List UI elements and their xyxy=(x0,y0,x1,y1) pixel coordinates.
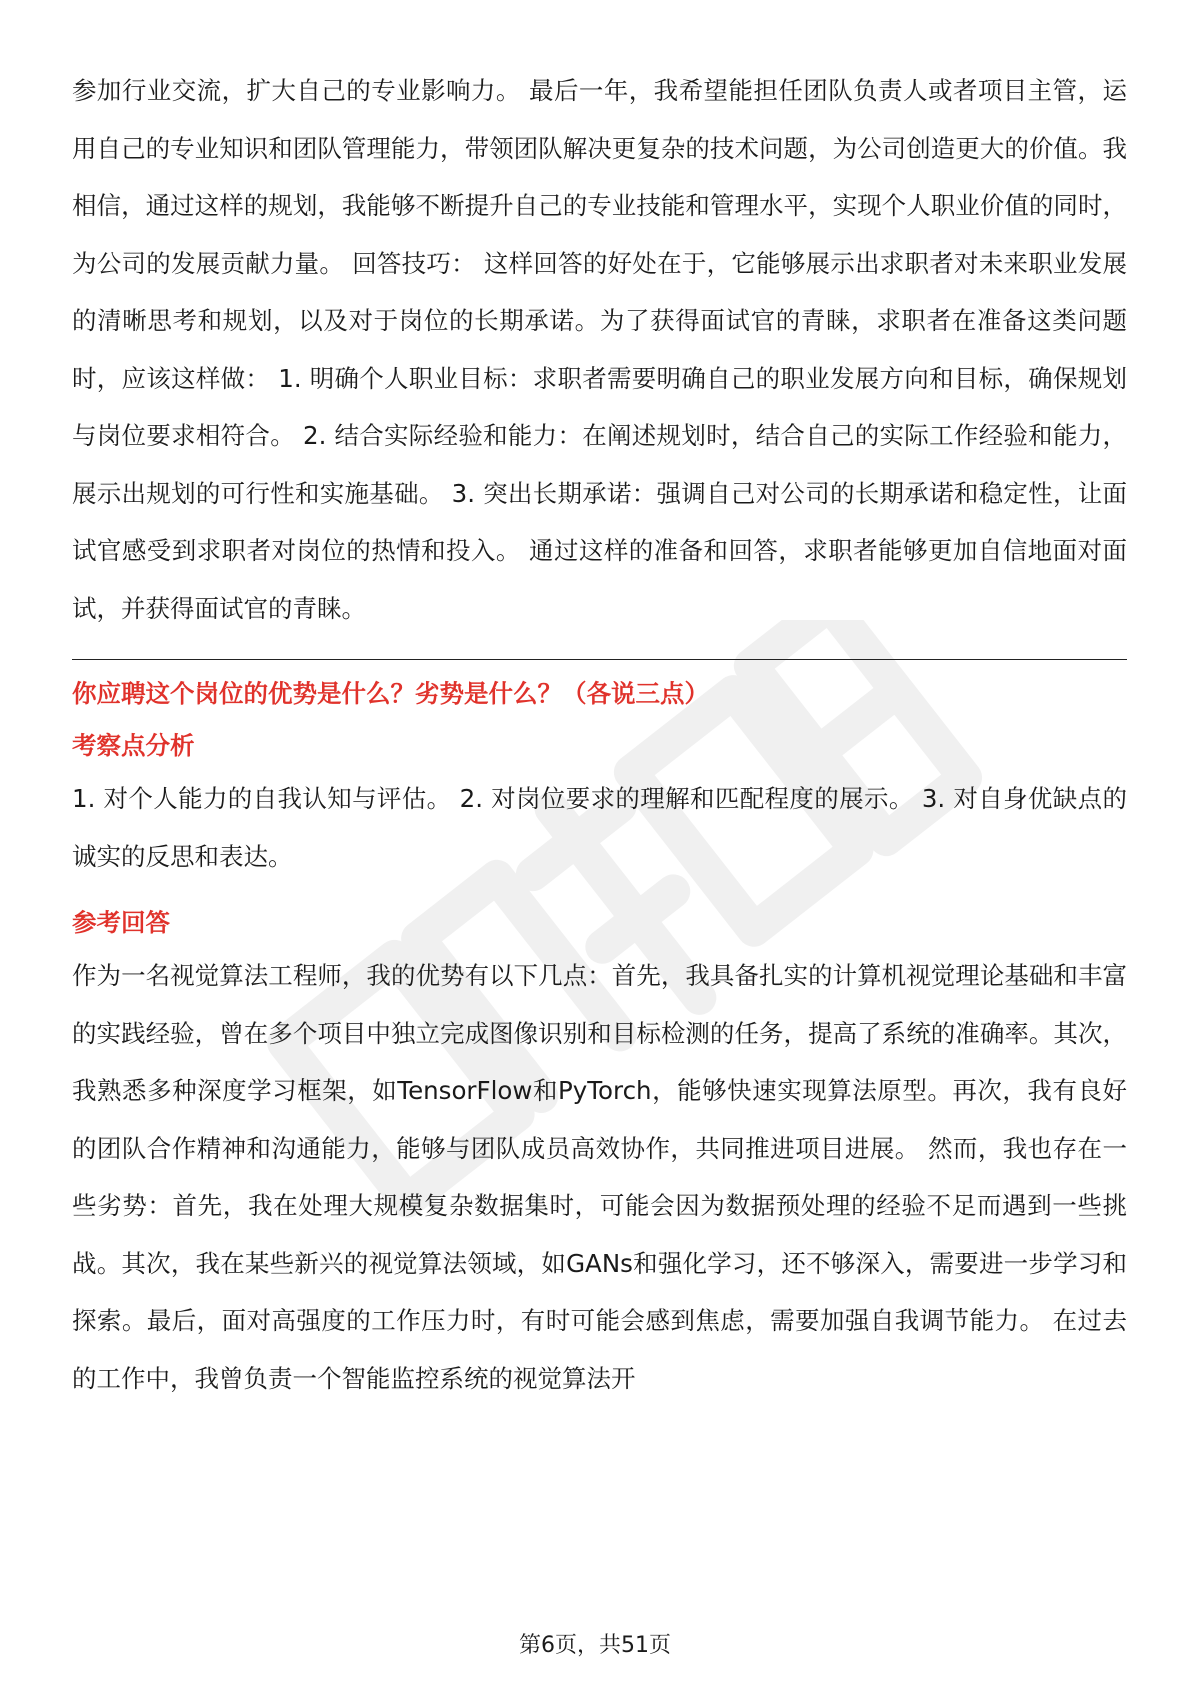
answer-heading: 参考回答 xyxy=(72,908,170,937)
content-area xyxy=(72,62,1127,1407)
section-divider xyxy=(72,659,1127,660)
intro-paragraph: 参加行业交流，扩大自己的专业影响力。 最后一年，我希望能担任团队负责人或者项目主管，运用自己的专业知识和团队管理能力，带领团队解决更复杂的技术问题，为公司创造更大的价值。我相信，通过这样的规划，我能够不断提升自己的专业技能和管理水平，实现个人职业价值的同时，为公司的发展贡献力量。 回答技巧： 这样回答的好处在于，它能够展示出求职者对未来职业发展的清晰思考和规划，以及对于岗位的长期承诺。为了获得面试官的青睐，求职者在准备这类问题时，应该这样做： 1. 明确个人职业目标：求职者需要明确自己的职业发展方向和目标，确保规划与岗位要求相符合。 2. 结合实际经验和能力：在阐述规划时，结合自己的实际工作经验和能力，展示出规划的可行性和实施基础。 3. 突出长期承诺：强调自己对公司的长期承诺和稳定性，让面试官感受到求职者对岗位的热情和投入。 通过这样的准备和回答，求职者能够更加自信地面对面试，并获得面试官的青睐。 xyxy=(72,76,1127,623)
analysis-text: 1. 对个人能力的自我认知与评估。 2. 对岗位要求的理解和匹配程度的展示。 3. 对自身优缺点的诚实的反思和表达。 xyxy=(72,784,1127,871)
analysis-heading: 考察点分析 xyxy=(72,731,195,760)
page-number-footer: 第6页，共51页 xyxy=(519,1633,671,1658)
question-title: 你应聘这个岗位的优势是什么？劣势是什么？（各说三点） xyxy=(72,679,709,708)
answer-text: 作为一名视觉算法工程师，我的优势有以下几点：首先，我具备扎实的计算机视觉理论基础和丰富的实践经验，曾在多个项目中独立完成图像识别和目标检测的任务，提高了系统的准确率。其次，我熟悉多种深度学习框架，如TensorFlow和PyTorch，能够快速实现算法原型。再次，我有良好的团队合作精神和沟通能力，能够与团队成员高效协作，共同推进项目进展。 然而，我也存在一些劣势：首先，我在处理大规模复杂数据集时，可能会因为数据预处理的经验不足而遇到一些挑战。其次，我在某些新兴的视觉算法领域，如GANs和强化学习，还不够深入，需要进一步学习和探索。最后，面对高强度的工作压力时，有时可能会感到焦虑，需要加强自我调节能力。 在过去的工作中，我曾负责一个智能监控系统的视觉算法开 xyxy=(72,961,1127,1393)
